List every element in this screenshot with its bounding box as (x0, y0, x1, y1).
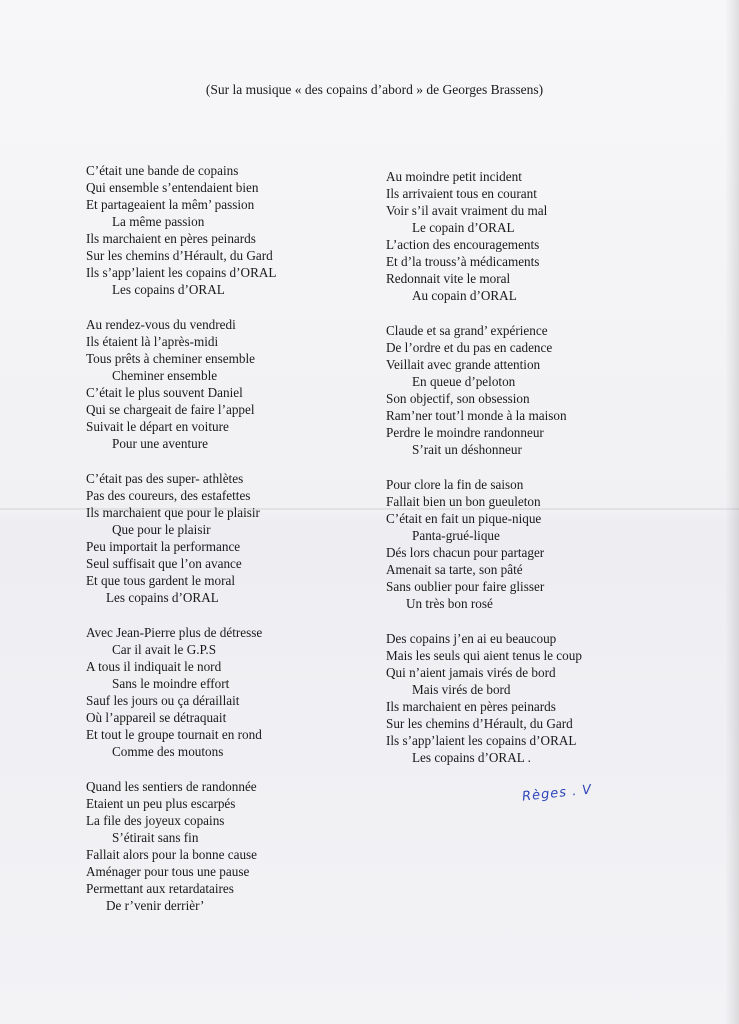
stanza-gap (386, 304, 716, 322)
lyric-line: Les copains d’ORAL . (412, 750, 531, 765)
lyric-line: Car il avait le G.P.S (112, 642, 217, 657)
lyric-line: Cheminer ensemble (112, 368, 218, 383)
lyric-line: Sur les chemins d’Hérault, du Gard (386, 716, 573, 731)
lyric-line: Mais virés de bord (412, 682, 511, 697)
lyric-line: Au rendez-vous du vendredi (86, 317, 236, 332)
lyric-line: C’était une bande de copains (86, 163, 239, 178)
stanza (86, 316, 416, 452)
lyric-line: Et partageaient la mêm’ passion (86, 197, 255, 212)
handwritten-signature: Règes . V (521, 782, 593, 805)
lyric-line: Peu importait la performance (86, 539, 241, 554)
stanza (386, 630, 716, 766)
lyric-line: Sans le moindre effort (112, 676, 230, 691)
lyric-line: Perdre le moindre randonneur (386, 425, 544, 440)
lyric-line: Redonnait vite le moral (386, 271, 511, 286)
stanza (386, 168, 716, 304)
lyric-line: La file des joyeux copains (86, 813, 225, 828)
lyric-line: Aménager pour tous une pause (86, 864, 250, 879)
lyric-line: A tous il indiquait le nord (86, 659, 222, 674)
stanza (86, 778, 416, 914)
lyric-line: En queue d’peloton (412, 374, 516, 389)
song-title: (Sur la musique « des copains d’abord » de Georges Brassens) (205, 82, 544, 97)
lyric-line: Voir s’il avait vraiment du mal (386, 203, 548, 218)
lyric-line: S’étirait sans fin (112, 830, 199, 845)
lyric-line: Comme des moutons (112, 744, 224, 759)
lyrics-left-column (86, 162, 416, 914)
lyric-line: Qui n’aient jamais virés de bord (386, 665, 556, 680)
lyric-line: Des copains j’en ai eu beaucoup (386, 631, 557, 646)
lyric-line: Un très bon rosé (406, 596, 493, 611)
lyric-line: De l’ordre et du pas en cadence (386, 340, 553, 355)
lyric-line: Et tout le groupe tournait en rond (86, 727, 262, 742)
lyric-line: Claude et sa grand’ expérience (386, 323, 548, 338)
lyric-line: Dés lors chacun pour partager (386, 545, 545, 560)
lyric-line: Fallait bien un bon gueuleton (386, 494, 541, 509)
stanza (86, 470, 416, 606)
lyric-line: Suivait le départ en voiture (86, 419, 229, 434)
lyric-line: S’rait un déshonneur (412, 442, 522, 457)
lyric-line: Avec Jean-Pierre plus de détresse (86, 625, 263, 640)
lyric-line: Pour une aventure (112, 436, 208, 451)
lyric-line: Au moindre petit incident (386, 169, 522, 184)
lyric-line: Panta-grué-lique (412, 528, 500, 543)
lyric-line: Ils étaient là l’après-midi (86, 334, 219, 349)
paper-edge-shadow (725, 0, 739, 1024)
lyric-line: Son objectif, son obsession (386, 391, 530, 406)
lyric-line: Sauf les jours ou ça déraillait (86, 693, 240, 708)
stanza (386, 322, 716, 458)
lyric-line: Qui ensemble s’entendaient bien (86, 180, 259, 195)
lyric-line: Sur les chemins d’Hérault, du Gard (86, 248, 273, 263)
lyric-line: L’action des encouragements (386, 237, 540, 252)
stanza (86, 624, 416, 760)
lyric-line: Ram’ner tout’l monde à la maison (386, 408, 567, 423)
lyric-line: Seul suffisait que l’on avance (86, 556, 242, 571)
stanza-gap (86, 760, 416, 778)
lyric-line: Amenait sa tarte, son pâté (386, 562, 523, 577)
lyric-line: Mais les seuls qui aient tenus le coup (386, 648, 582, 663)
stanza-gap (86, 452, 416, 470)
lyric-line: Tous prêts à cheminer ensemble (86, 351, 255, 366)
lyric-line: La même passion (112, 214, 205, 229)
lyric-line: Quand les sentiers de randonnée (86, 779, 257, 794)
stanza-gap (86, 298, 416, 316)
lyric-line: Ils arrivaient tous en courant (386, 186, 537, 201)
stanza-gap (386, 612, 716, 630)
lyric-line: Ils marchaient en pères peinards (86, 231, 256, 246)
lyric-line: Qui se chargeait de faire l’appel (86, 402, 255, 417)
lyric-line: C’était le plus souvent Daniel (86, 385, 243, 400)
lyric-line: Ils s’app’laient les copains d’ORAL (86, 265, 277, 280)
lyric-line: Pas des coureurs, des estafettes (86, 488, 251, 503)
lyric-line: Ils marchaient en pères peinards (386, 699, 556, 714)
stanza-gap (86, 606, 416, 624)
stanza-gap (386, 458, 716, 476)
lyric-line: Le copain d’ORAL (412, 220, 515, 235)
lyric-line: Sans oublier pour faire glisser (386, 579, 545, 594)
lyric-line: Et que tous gardent le moral (86, 573, 236, 588)
lyrics-right-column (386, 168, 716, 766)
lyric-line: De r’venir derrièr’ (106, 898, 205, 913)
stanza (386, 476, 716, 612)
lyric-line: Ils s’app’laient les copains d’ORAL (386, 733, 577, 748)
lyric-line: Pour clore la fin de saison (386, 477, 524, 492)
lyric-line: Fallait alors pour la bonne cause (86, 847, 258, 862)
lyric-line: Permettant aux retardataires (86, 881, 234, 896)
lyric-line: Etaient un peu plus escarpés (86, 796, 236, 811)
lyric-line: Les copains d’ORAL (112, 282, 225, 297)
lyric-line: Ils marchaient que pour le plaisir (86, 505, 260, 520)
lyric-line: Les copains d’ORAL (106, 590, 219, 605)
lyric-line: Au copain d’ORAL (412, 288, 517, 303)
lyric-line: Où l’appareil se détraquait (86, 710, 227, 725)
stanza (86, 162, 416, 298)
lyric-line: Veillait avec grande attention (386, 357, 541, 372)
lyric-line: Que pour le plaisir (112, 522, 211, 537)
lyric-line: C’était en fait un pique-nique (386, 511, 542, 526)
lyric-line: C’était pas des super- athlètes (86, 471, 244, 486)
lyric-line: Et d’la trouss’à médicaments (386, 254, 540, 269)
